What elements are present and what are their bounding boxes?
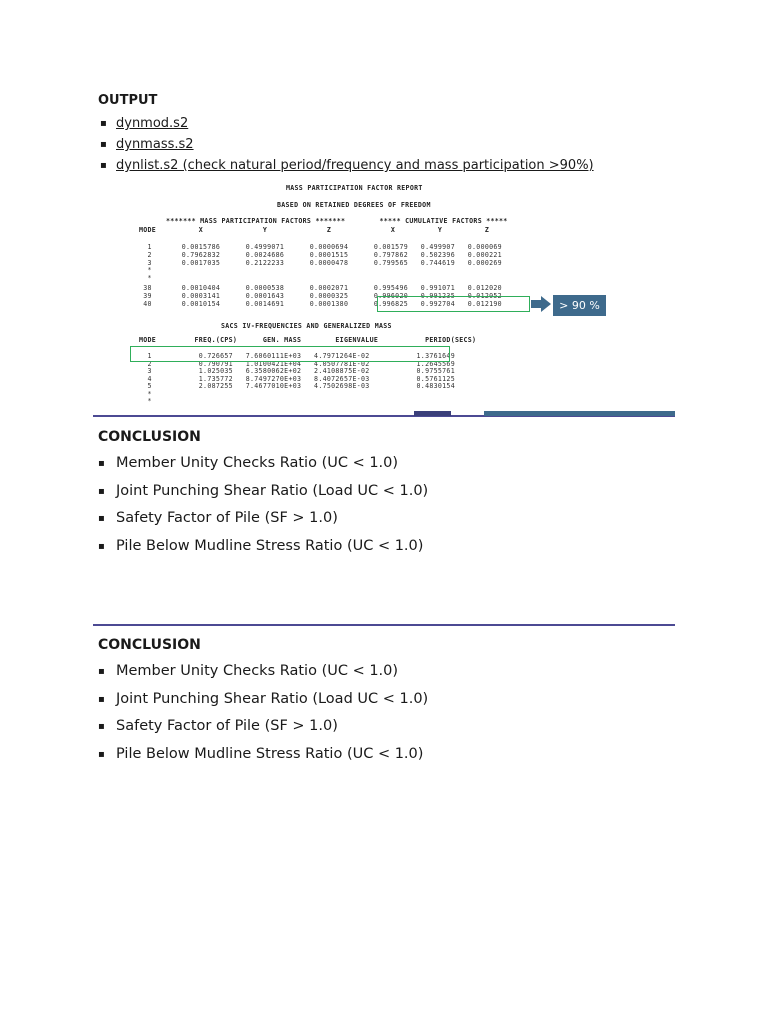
bullet: ▪ <box>98 721 105 732</box>
list-item-label: Joint Punching Shear Ratio (Load UC < 1.0) <box>116 690 429 707</box>
report-row: * <box>139 266 152 274</box>
divider-accent <box>414 411 451 416</box>
bullet: ▪ <box>100 160 107 171</box>
conclusion-list <box>98 450 428 560</box>
divider-accent <box>484 411 675 416</box>
cumulative-highlight-box <box>377 296 530 312</box>
section-divider <box>93 624 675 626</box>
bullet: ▪ <box>98 693 105 705</box>
bullet: ▪ <box>100 118 107 129</box>
report-row: * <box>139 274 152 282</box>
report-subtitle: BASED ON RETAINED DEGREES OF FREEDOM <box>277 201 431 209</box>
freq-column-header: MODE FREQ.(CPS) GEN. MASS EIGENVALUE PERIOD(SECS) <box>139 336 477 344</box>
bullet: ▪ <box>98 485 105 497</box>
list-item-label: Pile Below Mudline Stress Ratio (UC < 1.0) <box>116 745 424 762</box>
arrow-right-icon <box>531 296 551 312</box>
output-item-label: dynlist.s2 (check natural period/frequency and mass participation >90%) <box>116 158 594 173</box>
conclusion-list <box>98 658 428 768</box>
freq-row: 1 0.726657 7.6060111E+03 4.7971264E-02 1.3761649 <box>139 352 455 360</box>
list-item <box>98 658 428 686</box>
list-item <box>98 533 428 561</box>
list-item <box>98 741 428 769</box>
freq-title: SACS IV-FREQUENCIES AND GENERALIZED MASS <box>221 322 392 330</box>
report-row: 38 0.0010404 0.0000538 0.0002071 0.995496 0.991071 0.012020 <box>139 284 502 292</box>
output-item-dynlist[interactable] <box>100 155 594 176</box>
output-item-dynmod[interactable] <box>100 113 594 134</box>
list-item-label: Safety Factor of Pile (SF > 1.0) <box>116 510 338 526</box>
list-item-label: Pile Below Mudline Stress Ratio (UC < 1.0) <box>116 537 424 554</box>
bullet: ▪ <box>98 458 105 469</box>
bullet: ▪ <box>100 139 107 150</box>
output-item-label: dynmass.s2 <box>116 137 194 152</box>
output-title: OUTPUT <box>98 93 158 108</box>
report-row: 2 0.7962832 0.0024686 0.0001515 0.797862 0.502396 0.000221 <box>139 251 502 259</box>
list-item <box>98 450 428 478</box>
conclusion-title: CONCLUSION <box>98 637 201 653</box>
output-item-label: dynmod.s2 <box>116 116 189 131</box>
list-item-label: Member Unity Checks Ratio (UC < 1.0) <box>116 455 399 471</box>
report-row: 40 0.0010154 0.0014691 0.0001380 0.996825 0.992704 0.012190 <box>139 300 502 308</box>
list-item <box>98 478 428 506</box>
list-item <box>98 713 428 741</box>
list-item <box>98 686 428 714</box>
output-item-dynmass[interactable] <box>100 134 594 155</box>
bullet: ▪ <box>98 748 105 760</box>
report-column-header: MODE X Y Z X Y Z <box>139 226 490 234</box>
report-row: 1 0.0015786 0.4999071 0.0000694 0.001579 0.499907 0.000069 <box>139 243 502 251</box>
freq-row: * <box>139 390 152 398</box>
conclusion-title: CONCLUSION <box>98 429 201 445</box>
report-row: 3 0.0017035 0.2122233 0.0000478 0.799565 0.744619 0.000269 <box>139 259 502 267</box>
bullet: ▪ <box>98 540 105 552</box>
freq-row: 5 2.087255 7.4677010E+03 4.7502698E-03 0.4830154 <box>139 382 455 390</box>
freq-highlight-box <box>130 346 450 362</box>
list-item-label: Safety Factor of Pile (SF > 1.0) <box>116 718 338 734</box>
freq-row: * <box>139 397 152 405</box>
list-item-label: Joint Punching Shear Ratio (Load UC < 1.0) <box>116 482 429 499</box>
list-item-label: Member Unity Checks Ratio (UC < 1.0) <box>116 663 399 679</box>
freq-row: 4 1.735772 8.7497270E+03 8.4072657E-03 0.5761125 <box>139 375 455 383</box>
output-file-list <box>100 113 594 176</box>
list-item <box>98 505 428 533</box>
freq-row: 3 1.025035 6.3580062E+02 2.4108875E-02 0.9755761 <box>139 367 455 375</box>
report-group-header: ******* MASS PARTICIPATION FACTORS ******* ***** CUMULATIVE FACTORS ***** <box>166 217 508 225</box>
report-row: 39 0.0003141 0.0001643 0.0000325 0.996020 0.991235 0.012052 <box>139 292 502 300</box>
report-title: MASS PARTICIPATION FACTOR REPORT <box>286 184 423 192</box>
freq-row: 2 0.790791 1.0100421E+04 4.0507781E-02 1.2645569 <box>139 360 455 368</box>
bullet: ▪ <box>98 513 105 524</box>
bullet: ▪ <box>98 666 105 677</box>
callout-badge: > 90 % <box>553 295 606 316</box>
